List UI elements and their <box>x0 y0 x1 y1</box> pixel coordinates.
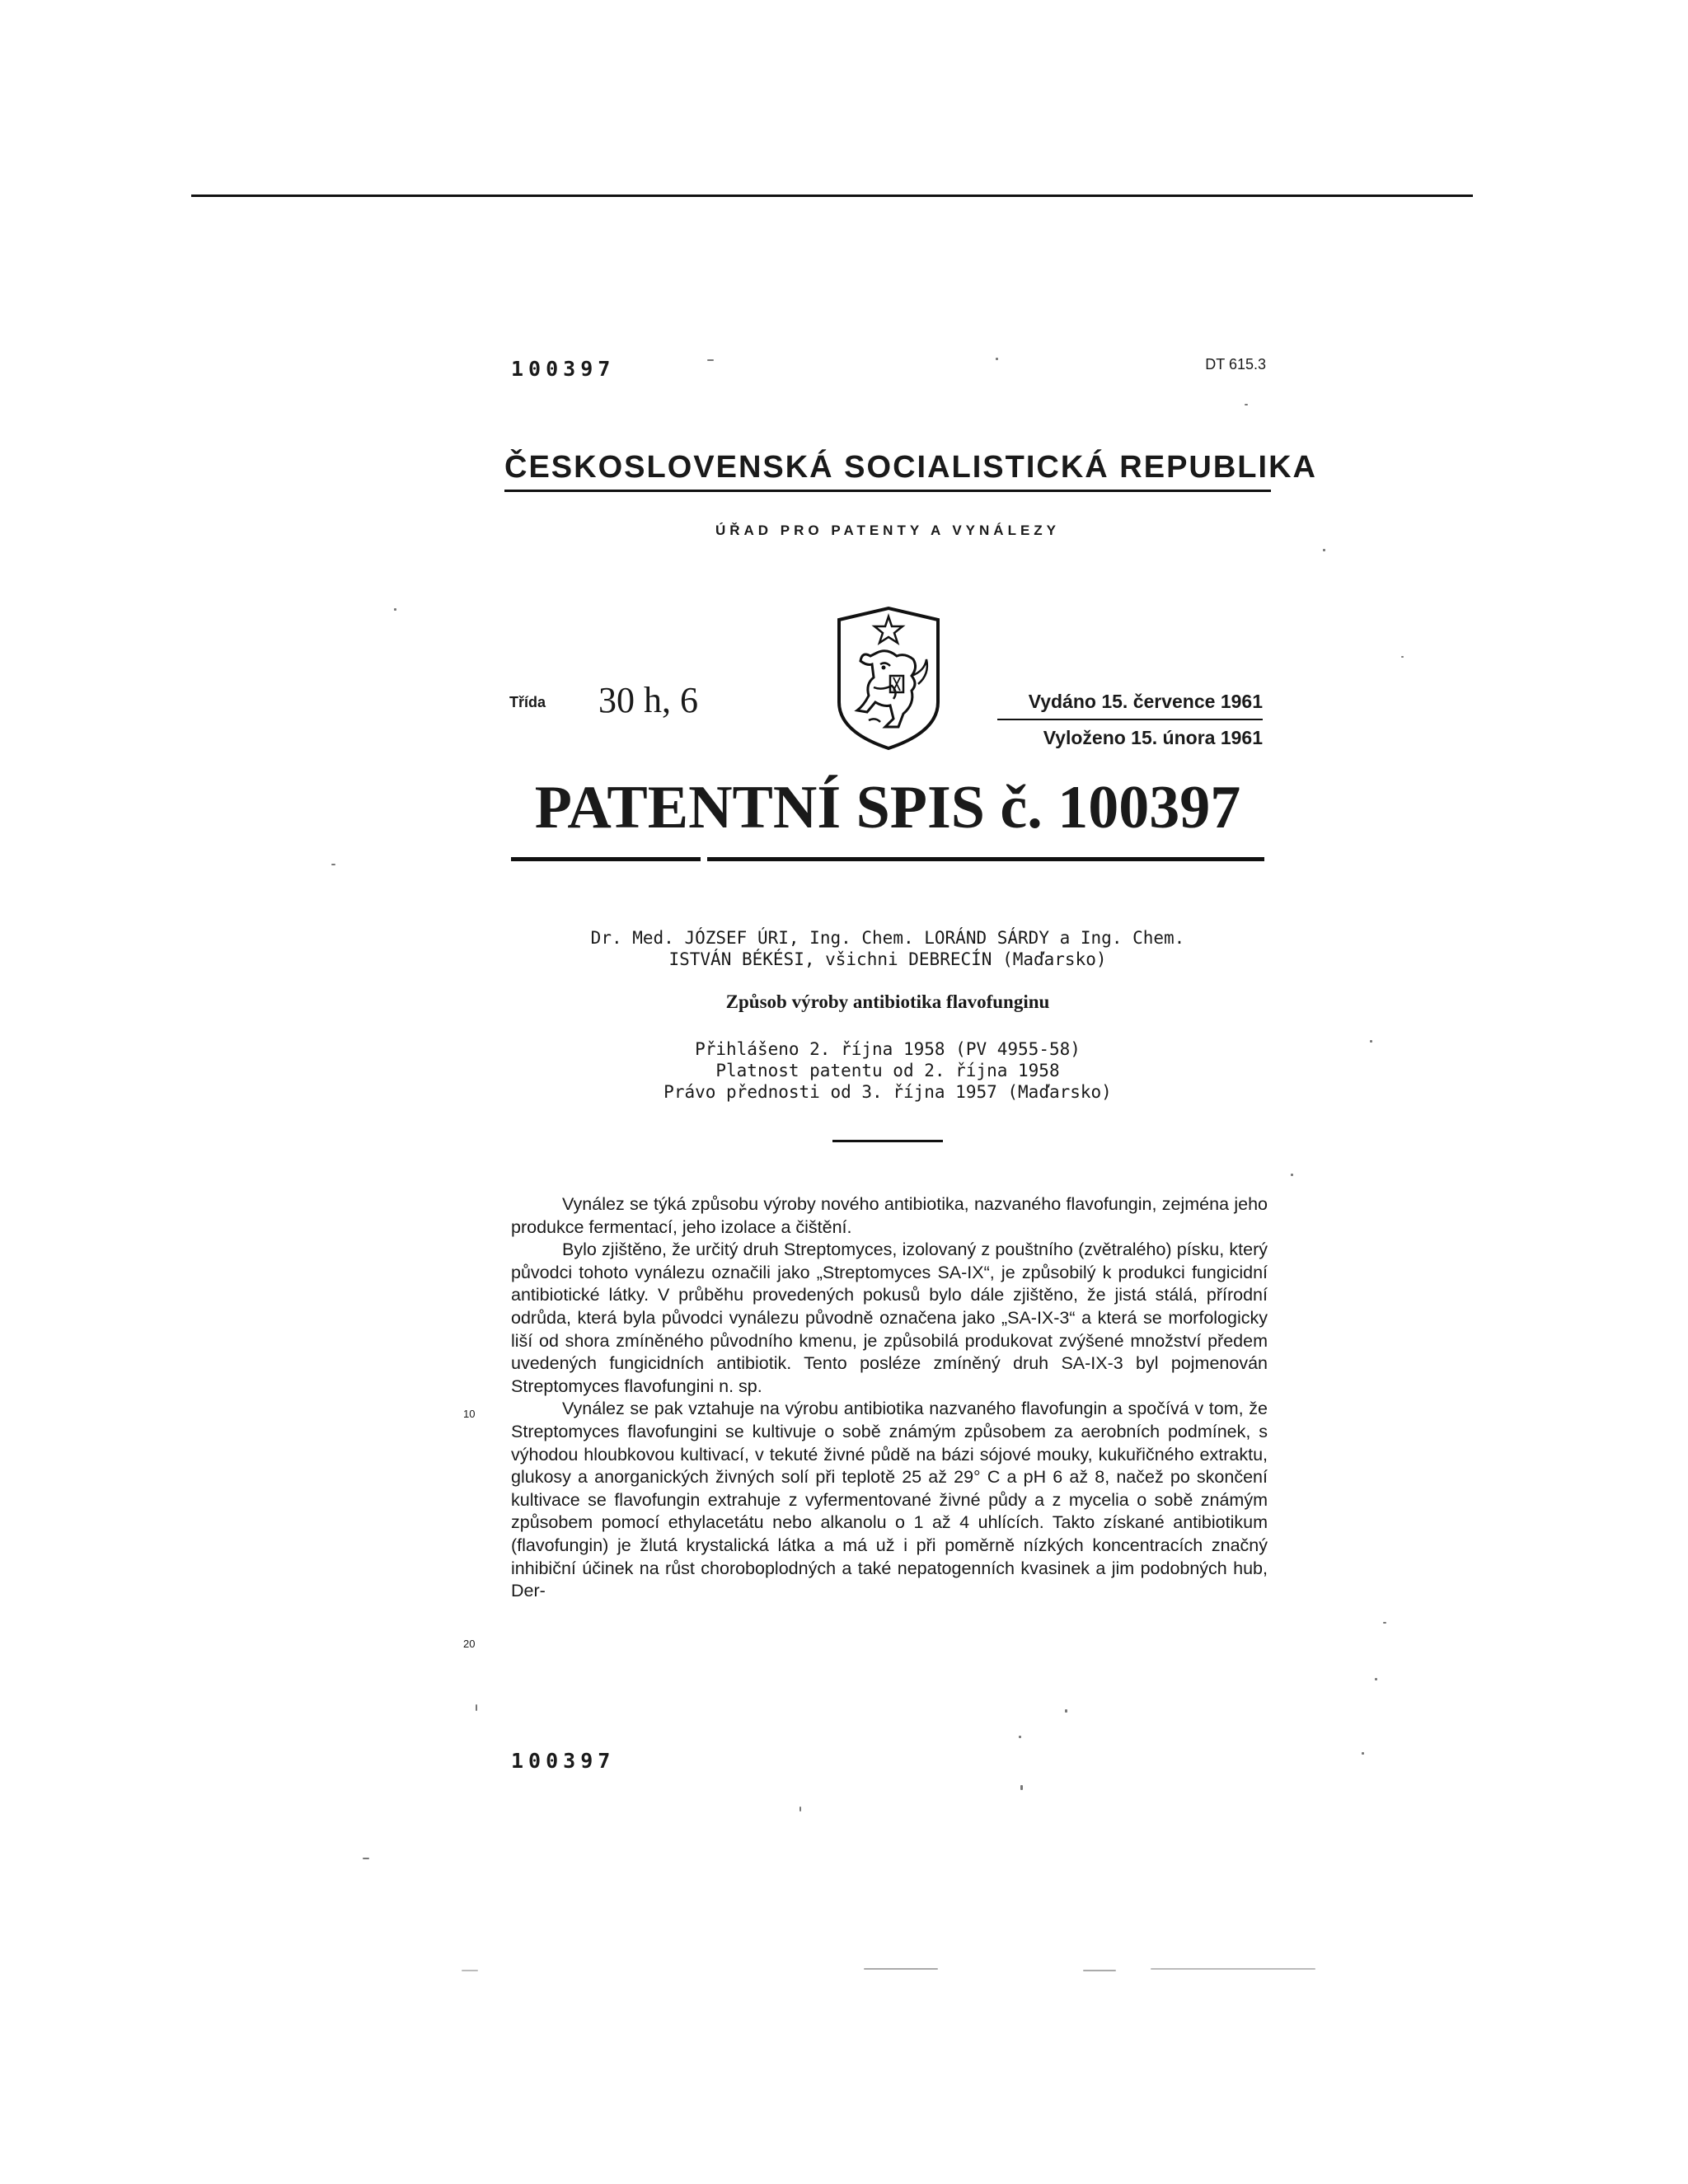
inventors-line-2: ISTVÁN BÉKÉSI, všichni DEBRECÍN (Maďarsko) <box>668 949 1107 969</box>
filing-date: Přihlášeno 2. října 1958 (PV 4955-58) <box>695 1039 1081 1059</box>
footer-doc-number: 100397 <box>511 1749 616 1773</box>
republic-rule <box>504 490 1271 492</box>
margin-line-number: 10 <box>463 1408 476 1420</box>
laid-out-date: Vyloženo 15. února 1961 <box>1043 727 1263 748</box>
trida-label: Třída <box>509 694 546 710</box>
body-paragraph: Vynález se pak vztahuje na výrobu antibiotika nazvaného flavofungin a spočívá v tom, že Streptomyces flavofungini se kultivuje o sobě známým způsobem za aerobních podmínek, s výhodou hloubkovou kultivací, v tekuté živné půdě na bázi sójové mouky, kukuřičného extraktu, glukosy a anorganických živných solí při teplotě 25 až 29° C a pH 6 až 8, načež po skončení kultivace se flavofungin extrahuje z vyfermentované živné půdy a z mycelia o sobě známým způsobem pomocí ethylacetátu nebo alkanolu o 1 až 4 uhlících. Takto získané antibiotikum (flavofungin) je žlutá krystalická látka a má už i při poměrně nízkých koncentracích značný inhibiční účinek na růst choroboplodných a také nepatogenních kvasinek a jim podobných hub, Der- <box>511 1399 1268 1601</box>
priority-right: Právo přednosti od 3. října 1957 (Maďarsko) <box>663 1082 1112 1102</box>
margin-line-number: 20 <box>463 1638 476 1650</box>
header-class-code: DT 615.3 <box>1205 356 1266 373</box>
body-text <box>511 1193 1268 1603</box>
separator-rule <box>832 1140 943 1142</box>
state-emblem-icon <box>832 605 945 752</box>
title-rule-right <box>707 857 1264 861</box>
header-doc-number: 100397 <box>511 357 616 381</box>
office-name: ÚŘAD PRO PATENTY A VYNÁLEZY <box>715 523 1061 538</box>
patent-title: PATENTNÍ SPIS č. 100397 <box>534 774 1241 841</box>
patent-validity: Platnost patentu od 2. října 1958 <box>715 1061 1060 1080</box>
republic-name: ČESKOSLOVENSKÁ SOCIALISTICKÁ REPUBLIKA <box>504 450 1317 485</box>
issued-rule <box>997 719 1263 720</box>
invention-title: Způsob výroby antibiotika flavofunginu <box>725 991 1050 1012</box>
body-paragraph: Vynález se týká způsobu výroby nového antibiotika, nazvaného flavofungin, zejména jeho produkce fermentací, jeho izolace a čištění. <box>511 1194 1268 1237</box>
title-rule-left <box>511 857 701 861</box>
inventors-line-1: Dr. Med. JÓZSEF ÚRI, Ing. Chem. LORÁND SÁRDY a Ing. Chem. <box>590 928 1185 948</box>
top-rule <box>191 194 1473 197</box>
body-paragraph: Bylo zjištěno, že určitý druh Streptomyces, izolovaný z pouštního (zvětralého) písku, který původci tohoto vynálezu označili jako „Streptomyces SA-IX“, je způsobilý k produkci fungicidní antibiotické látky. V průběhu provedených pokusů bylo dále zjištěno, že jistá stálá, přírodní odrůda, která byla původci vynálezu původně označena jako „SA-IX-3“ a která se morfologicky liší od shora zmíněného původního kmenu, je způsobilá produkovat zvýšené množství předem uvedených fungicidních antibiotik. Tento posléze zmíněný druh SA-IX-3 byl pojmenován Streptomyces flavofungini n. sp. <box>511 1240 1268 1396</box>
issued-date: Vydáno 15. července 1961 <box>1028 691 1263 712</box>
trida-value: 30 h, 6 <box>598 680 698 720</box>
